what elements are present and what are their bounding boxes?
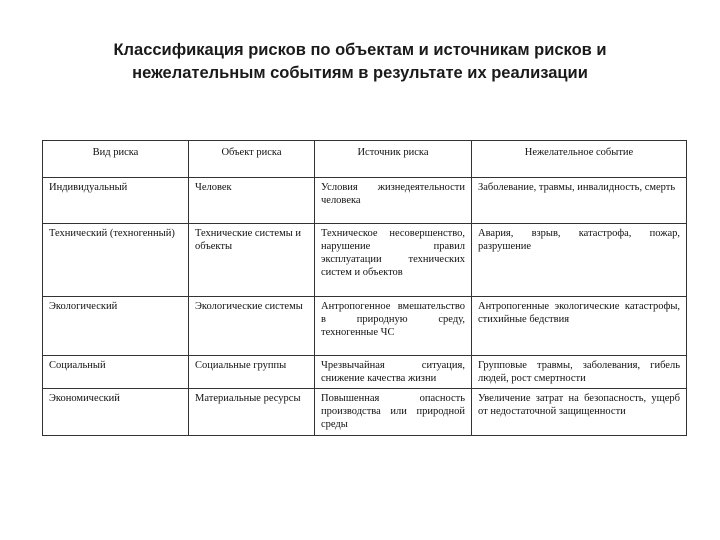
cell-risk-source: Условия жизнедеятельности человека	[315, 178, 472, 224]
header-undesired-event: Нежелательное событие	[472, 141, 687, 178]
table-row	[43, 178, 687, 224]
table-row	[43, 356, 687, 389]
cell-risk-source: Антропогенное вмешательство в природную среду, техногенные ЧС	[315, 297, 472, 356]
cell-risk-type: Индивидуальный	[43, 178, 189, 224]
cell-risk-object: Социальные группы	[189, 356, 315, 389]
cell-undesired-event: Заболевание, травмы, инвалидность, смерть	[472, 178, 687, 224]
table-row	[43, 224, 687, 297]
header-risk-object: Объект риска	[189, 141, 315, 178]
cell-undesired-event: Антропогенные экологические катастрофы, стихийные бедствия	[472, 297, 687, 356]
table-row	[43, 297, 687, 356]
header-risk-type: Вид риска	[43, 141, 189, 178]
cell-undesired-event: Авария, взрыв, катастрофа, пожар, разрушение	[472, 224, 687, 297]
cell-risk-type: Технический (техногенный)	[43, 224, 189, 297]
cell-risk-object: Материальные ресурсы	[189, 389, 315, 436]
header-risk-source: Источник риска	[315, 141, 472, 178]
cell-risk-object: Экологические системы	[189, 297, 315, 356]
risk-classification-table	[42, 140, 687, 436]
cell-risk-type: Экологический	[43, 297, 189, 356]
cell-risk-object: Технические системы и объекты	[189, 224, 315, 297]
cell-risk-source: Техническое несовершенство, нарушение правил эксплуатации технических систем и объектов	[315, 224, 472, 297]
title-line-2: нежелательным событиям в результате их реализации	[132, 64, 588, 82]
cell-risk-source: Чрезвычайная ситуация, снижение качества жизни	[315, 356, 472, 389]
table-header-row	[43, 141, 687, 178]
cell-risk-source: Повышенная опасность производства или природной среды	[315, 389, 472, 436]
cell-undesired-event: Увеличение затрат на безопасность, ущерб от недостаточной защищенности	[472, 389, 687, 436]
table-row	[43, 389, 687, 436]
title-line-1: Классификация рисков по объектам и источникам рисков и	[113, 41, 607, 59]
cell-risk-type: Экономический	[43, 389, 189, 436]
page-title	[0, 39, 720, 85]
cell-risk-object: Человек	[189, 178, 315, 224]
cell-undesired-event: Групповые травмы, заболевания, гибель людей, рост смертности	[472, 356, 687, 389]
cell-risk-type: Социальный	[43, 356, 189, 389]
